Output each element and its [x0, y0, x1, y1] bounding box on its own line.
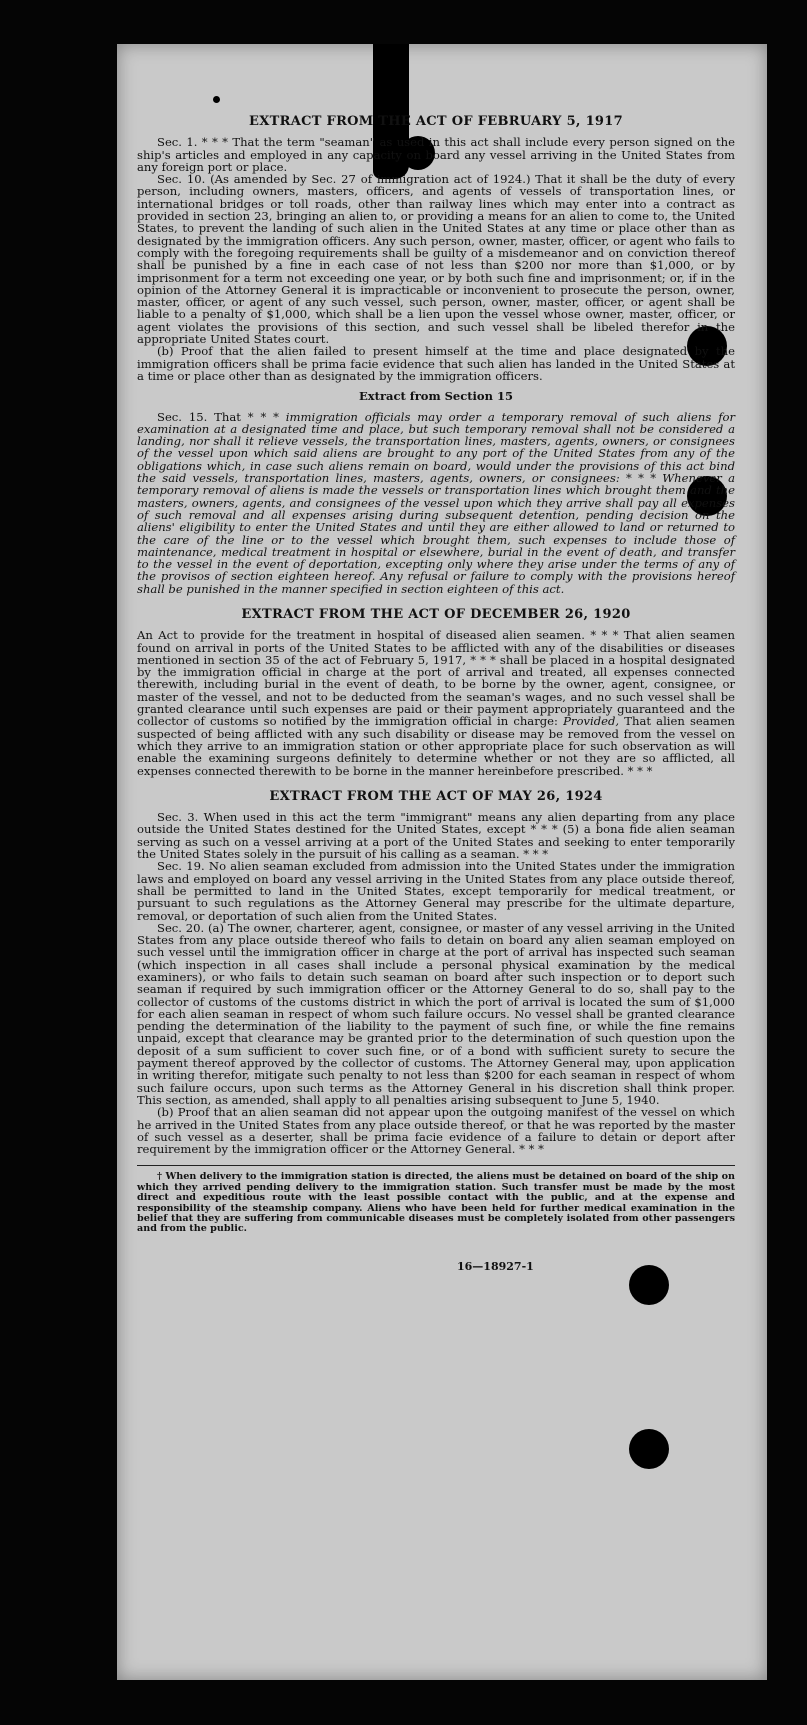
- act-1920-tail: That alien seamen suspected of being afflicted with any such disability or disease may be removed from the vessel on which they arrive to an immigration station or other appropriate place for such observation as will enable the examining surgeons definitely to determine whether or not they are so afflicted, all expenses connected therewith to be borne in the manner hereinbefore prescribed. * * *: [137, 714, 736, 778]
- footnote-rule: [137, 1165, 735, 1166]
- paragraph-sec-1: Sec. 1. * * * That the term "seaman" as used in this act shall include every person signed on the ship's articles and employed in any capacity on board any vessel arriving in the United States from any foreign port or place.: [137, 135, 735, 174]
- act-1920-text: An Act to provide for the treatment in hospital of diseased alien seamen. * * * That alien seamen found on arrival in ports of the United States to be afflicted with any of the disabilities or diseases mentioned in section 35 of the act of February 5, 1917, * * * shall be placed in a hospital designated by the immigration official in charge at the port of arrival and treated, all expenses connected therewith, including burial in the event of death, to be borne by the owner, agent, consignee, or master of the vessel, and not to be deducted from the seaman's wages, and no such vessel shall be granted clearance until such expenses are paid or their payment appropriately guaranteed and the collector of customs so notified by the immigration official in charge:: [137, 628, 735, 729]
- form-number: 16—18927-1: [457, 1259, 534, 1273]
- paragraph-sec-20b: (b) Proof that an alien seaman did not appear upon the outgoing manifest of the vessel on which he arrived in the United States from any place outside thereof, or that he was reported by the master of such vessel as a deserter, shall be prima facie evidence of a failure to detain or deport after requirement by the immigration officer or the Attorney General. * * *: [137, 1105, 735, 1157]
- act-1920-provided: Provided,: [563, 714, 620, 729]
- paragraph-sec-10: Sec. 10. (As amended by Sec. 27 of immigration act of 1924.) That it shall be the duty of every person, including owners, masters, officers, and agents of vessels of transportation lines, or international bridges or toll roads, other than railway lines which may enter into a contract as provided in section 23, bringing an alien to, or providing a means for an alien to come to, the United States, to prevent the landing of such alien in the United States at any time or place other than as designated by the immigration officers. Any such person, owner, master, officer, or agent who fails to comply with the foregoing requirements shall be guilty of a misdemeanor and on conviction thereof shall be punished by a fine in each case of not less than $200 nor more than $1,000, or by imprisonment for a term not exceeding one year, or by both such fine and imprisonment; or, if in the opinion of the Attorney General it is impracticable or inconvenient to prosecute the person, owner, master, officer, or agent of any such vessel, such person, owner, master, officer, or agent shall be liable to a penalty of $1,000, which shall be a lien upon the vessel whose owner, master, officer, or agent violates the provisions of this section, and such vessel shall be libeled therefor in the appropriate United States court.: [137, 172, 735, 347]
- document-content: [137, 116, 735, 1273]
- sec-15-lead: Sec. 15. That * * *: [157, 409, 279, 424]
- paragraph-proof-b: (b) Proof that the alien failed to present himself at the time and place designated by the immigration officers shall be prima facie evidence that such alien has landed in the United States at a time or place other than as designated by the immigration officers.: [137, 344, 735, 383]
- heading-act-1917: EXTRACT FROM THE ACT OF FEBRUARY 5, 1917: [249, 114, 623, 129]
- scan-speck: [213, 96, 220, 103]
- heading-act-1920: EXTRACT FROM THE ACT OF DECEMBER 26, 1920: [241, 606, 631, 622]
- paragraph-sec-15: [137, 411, 735, 595]
- paragraph-sec-20a: Sec. 20. (a) The owner, charterer, agent, consignee, or master of any vessel arriving in the United States from any place outside thereof who fails to detain on board any alien seaman employed on such vessel until the immigration officer in charge at the port of arrival has inspected such seaman (which inspection in all cases shall include a personal physical examination by the medical examiners), or who fails to detain such seaman on board after such inspection or to deport such seaman if required by such immigration officer or the Attorney General to do so, shall pay to the collector of customs of the customs district in which the port of arrival is located the sum of $1,000 for each alien seaman in respect of whom such failure occurs. No vessel shall be granted clearance pending the determination of the liability to the payment of such fine, or while the fine remains unpaid, except that clearance may be granted prior to the determination of such question upon the deposit of a sum sufficient to cover such fine, or of a bond with sufficient surety to secure the payment thereof approved by the collector of customs. The Attorney General may, upon application in writing therefor, mitigate such penalty to not less than $200 for each seaman in respect of whom such failure occurs, upon such terms as the Attorney General in his discretion shall think proper. This section, as amended, shall apply to all penalties arising subsequent to June 5, 1940.: [137, 920, 735, 1107]
- punch-hole: [629, 1429, 669, 1469]
- paragraph-sec-19: Sec. 19. No alien seaman excluded from admission into the United States under the immigration laws and employed on board any vessel arriving in the United States from any place outside thereof, shall be permitted to land in the United States, except temporarily for medical treatment, or pursuant to such regulations as the Attorney General may prescribe for the ultimate departure, removal, or deportation of such alien from the United States.: [137, 859, 735, 923]
- sec-15-italic: immigration officials may order a temporary removal of such aliens for examination at a designated time and place, but such temporary removal shall not be considered a landing, nor shall it relieve vessels, the transportation lines, masters, agents, owners, or consignees of the vessel upon which said aliens are brought to any port of the United States from any of the obligations which, in case such aliens remain on board, would under the provisions of this act bind the said vessels, transportation lines, masters, agents, owners, or consignees: * * * Whenever a temporary removal of aliens is made the vessels or transportation lines which brought them and the masters, owners, agents, and consignees of the vessel upon which they arrive shall pay all expenses of such removal and all expenses arising during subsequent detention, pending decision on the aliens' eligibility to enter the United States and until they are either allowed to land or returned to the care of the line or to the vessel which brought them, such expenses to include those of maintenance, medical treatment in hospital or elsewhere, burial in the event of death, and transfer to the vessel in the event of deportation, excepting only where they arise under the terms of any of the provisos of section eighteen hereof. Any refusal or failure to comply with the provisions hereof shall be punished in the manner specified in section eighteen of this act.: [137, 409, 736, 596]
- paragraph-sec-3: Sec. 3. When used in this act the term "immigrant" means any alien departing from any place outside the United States destined for the United States, except * * * (5) a bona fide alien seaman serving as such on a vessel arriving at a port of the United States and seeking to enter temporarily the United States solely in the pursuit of his calling as a seaman. * * *: [137, 810, 735, 862]
- heading-act-1924: EXTRACT FROM THE ACT OF MAY 26, 1924: [269, 788, 603, 804]
- paragraph-act-1920: [137, 629, 735, 777]
- document-sheet: [117, 44, 767, 1680]
- footnote: † When delivery to the immigration station is directed, the aliens must be detained on board of the ship on which they arrived pending delivery to the immigration station. Such transfer must be made by the most direct and expeditious route with the least possible contact with the public, and at the expense and responsibility of the steamship company. Aliens who have been held for further medical examination in the belief that they are suffering from communicable diseases must be completely isolated from other passengers and from the public.: [137, 1171, 735, 1235]
- heading-section-15: Extract from Section 15: [359, 389, 513, 404]
